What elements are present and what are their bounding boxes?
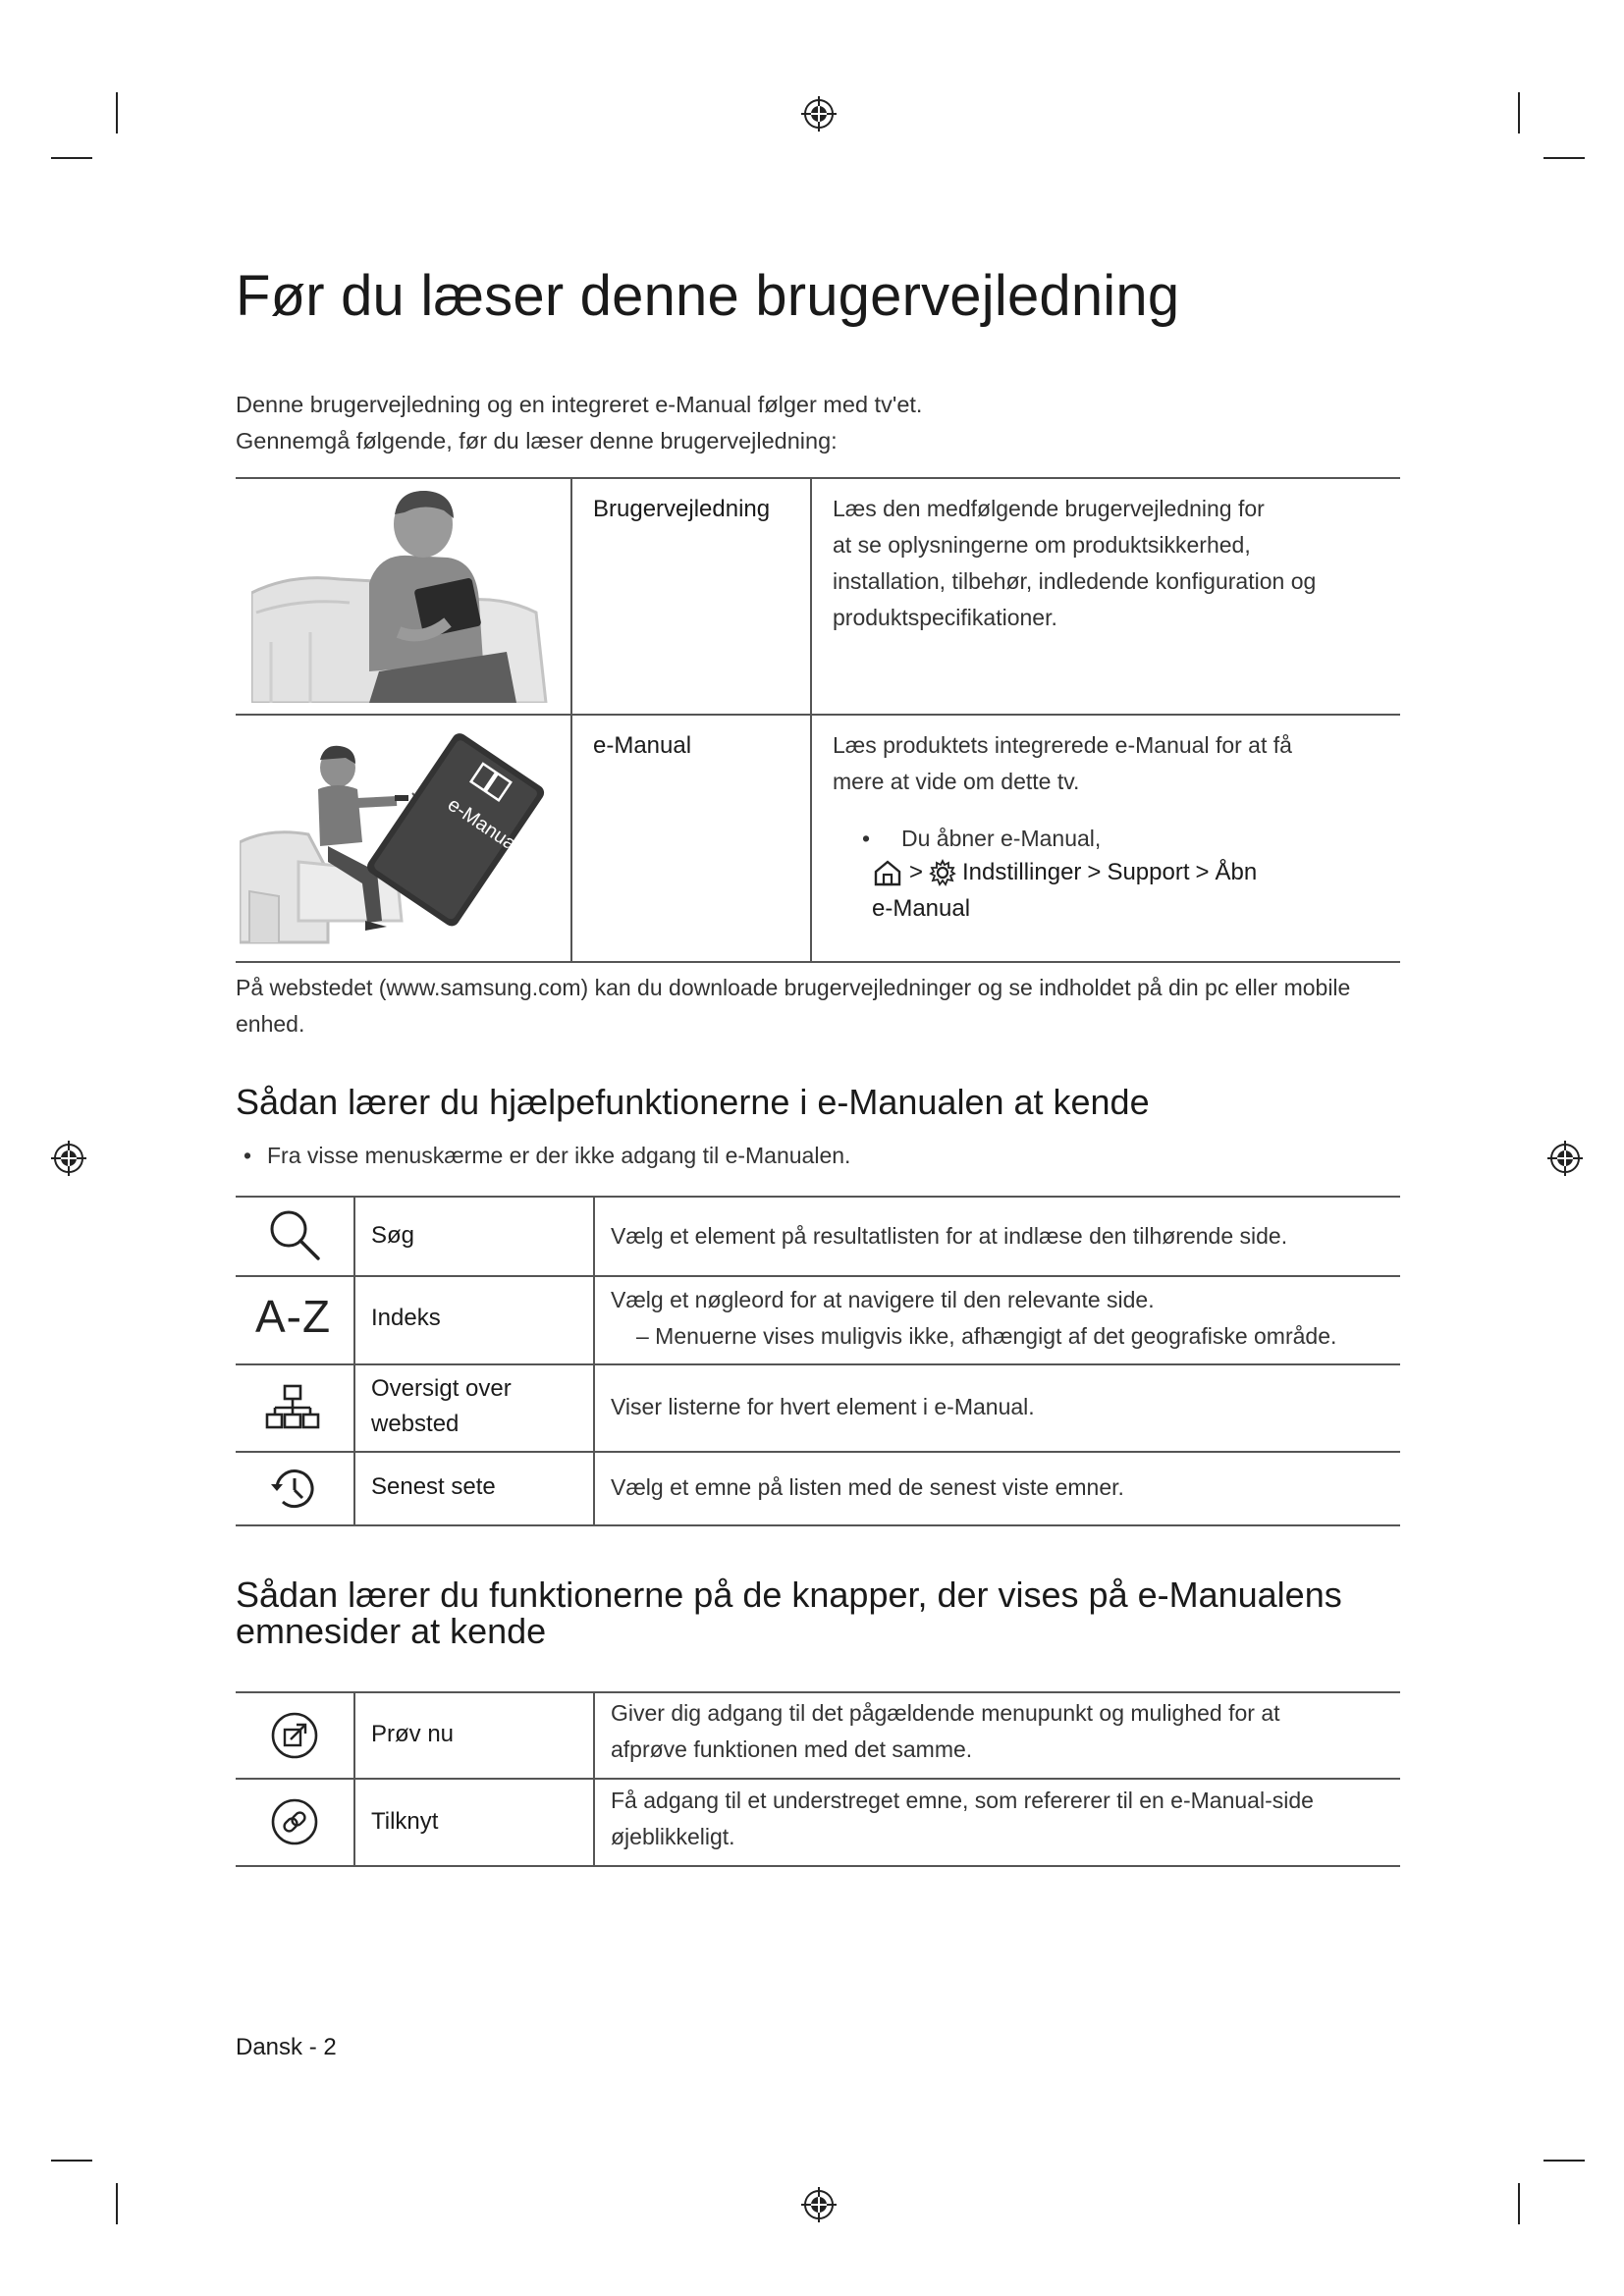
table-rule (236, 1865, 1400, 1867)
crop-mark (51, 157, 92, 159)
row-label-index: Indeks (371, 1305, 441, 1331)
registration-mark-icon (49, 1139, 88, 1178)
table-divider (593, 1692, 595, 1865)
table-desc-emanual (833, 727, 1292, 800)
crop-mark (51, 2160, 92, 2162)
crop-mark (1518, 92, 1520, 133)
table-rule (236, 1363, 1400, 1365)
section-heading-help-functions: Sådan lærer du hjælpefunktionerne i e-Manualen at kende (236, 1082, 1150, 1122)
table-rule (236, 1275, 1400, 1277)
row-desc-sitemap: Viser listerne for hvert element i e-Manual. (611, 1394, 1035, 1419)
row-desc-link (611, 1783, 1314, 1855)
row-label-history: Senest sete (371, 1473, 496, 1500)
try-now-icon (269, 1710, 320, 1761)
website-note: På webstedet (www.samsung.com) kan du downloade brugervejledninger og se indholdet på din pc eller mobile enhed. (236, 975, 1351, 1037)
emanual-bullet (864, 821, 1101, 857)
row-label-link: Tilknyt (371, 1808, 439, 1835)
registration-mark-icon (799, 94, 839, 133)
table-rule (236, 714, 1400, 716)
table-divider (593, 1197, 595, 1524)
bullet-text: Du åbner e-Manual, (901, 826, 1102, 851)
path-separator: > (1195, 859, 1210, 885)
intro-line: Gennemgå følgende, før du læser denne brugervejledning: (236, 428, 838, 454)
heading-line: Sådan lærer du funktionerne på de knapper, der vises på e-Manualens (236, 1575, 1342, 1615)
crop-mark (1543, 157, 1585, 159)
row-desc-try-now (611, 1695, 1280, 1768)
path-settings: Indstillinger (962, 859, 1082, 885)
table-desc-brugervejledning (833, 491, 1316, 636)
desc-line: afprøve funktionen med det samme. (611, 1736, 973, 1762)
table-divider (810, 478, 812, 961)
search-icon (267, 1207, 322, 1262)
table-rule (236, 477, 1400, 479)
page-title: Før du læser denne brugervejledning (236, 264, 1180, 328)
label-line: websted (371, 1411, 460, 1437)
row-desc-history: Vælg et emne på listen med de senest viste emner. (611, 1474, 1124, 1500)
home-icon (872, 858, 903, 887)
table-label-brugervejledning: Brugervejledning (593, 496, 771, 522)
sitemap-icon (265, 1384, 320, 1431)
intro-text (236, 387, 922, 459)
table-rule (236, 1778, 1400, 1780)
section-heading-buttons (236, 1576, 1342, 1649)
crop-mark (1543, 2160, 1585, 2162)
table-rule (236, 961, 1400, 963)
row-subnote-index: – Menuerne vises muligvis ikke, afhængigt af det geografiske område. (636, 1323, 1337, 1349)
desc-line: Læs den medfølgende brugervejledning for (833, 496, 1265, 521)
emanual-menu-path-end (872, 895, 970, 923)
desc-line: Giver dig adgang til det pågældende menupunkt og mulighed for at (611, 1700, 1280, 1726)
table-label-emanual: e-Manual (593, 732, 692, 759)
emanual-menu-path (872, 858, 1257, 887)
row-desc-index: Vælg et nøgleord for at navigere til den relevante side. (611, 1287, 1155, 1312)
gear-icon (929, 859, 956, 886)
crop-mark (116, 92, 118, 133)
table-rule (236, 1196, 1400, 1198)
heading-line: emnesider at kende (236, 1611, 547, 1651)
table-rule (236, 1524, 1400, 1526)
label-line: Oversigt over (371, 1375, 512, 1402)
row-label-sitemap (371, 1371, 512, 1442)
row-label-search: Søg (371, 1222, 415, 1249)
path-emanual: e-Manual (872, 895, 971, 922)
tv-screen-text: e-Manual (443, 793, 524, 858)
section-note: • Fra visse menuskærme er der ikke adgang til e-Manualen. (267, 1143, 850, 1169)
history-icon (267, 1463, 320, 1516)
table-divider (353, 1692, 355, 1865)
desc-line: at se oplysningerne om produktsikkerhed, (833, 532, 1251, 558)
path-separator: > (1087, 859, 1102, 885)
path-open: Åbn (1215, 859, 1258, 885)
row-desc-search: Vælg et element på resultatlisten for at indlæse den tilhørende side. (611, 1223, 1288, 1249)
bullet-dot: • (862, 826, 871, 851)
path-support: Support (1107, 859, 1190, 885)
desc-line: installation, tilbehør, indledende konfiguration og (833, 568, 1317, 594)
link-icon (269, 1796, 320, 1847)
desc-line: mere at vide om dette tv. (833, 769, 1080, 794)
table-rule (236, 1691, 1400, 1693)
page-footer: Dansk - 2 (236, 2034, 337, 2060)
desc-line: produktspecifikationer. (833, 605, 1057, 630)
person-watching-tv-emanual-illustration (240, 724, 564, 948)
table-rule (236, 1451, 1400, 1453)
crop-mark (1518, 2183, 1520, 2224)
desc-line: Få adgang til et understreget emne, som refererer til en e-Manual-side (611, 1788, 1314, 1813)
table-divider (353, 1197, 355, 1524)
desc-line: Læs produktets integrerede e-Manual for at få (833, 732, 1292, 758)
table-divider (570, 478, 572, 961)
person-reading-manual-illustration (251, 485, 556, 703)
intro-line: Denne brugervejledning og en integreret e-Manual følger med tv'et. (236, 392, 923, 417)
registration-mark-icon (1545, 1139, 1585, 1178)
crop-mark (116, 2183, 118, 2224)
path-separator: > (909, 859, 924, 885)
index-az-icon: A-Z (255, 1291, 332, 1342)
registration-mark-icon (799, 2185, 839, 2224)
desc-line: øjeblikkeligt. (611, 1824, 735, 1849)
row-label-try-now: Prøv nu (371, 1721, 455, 1747)
